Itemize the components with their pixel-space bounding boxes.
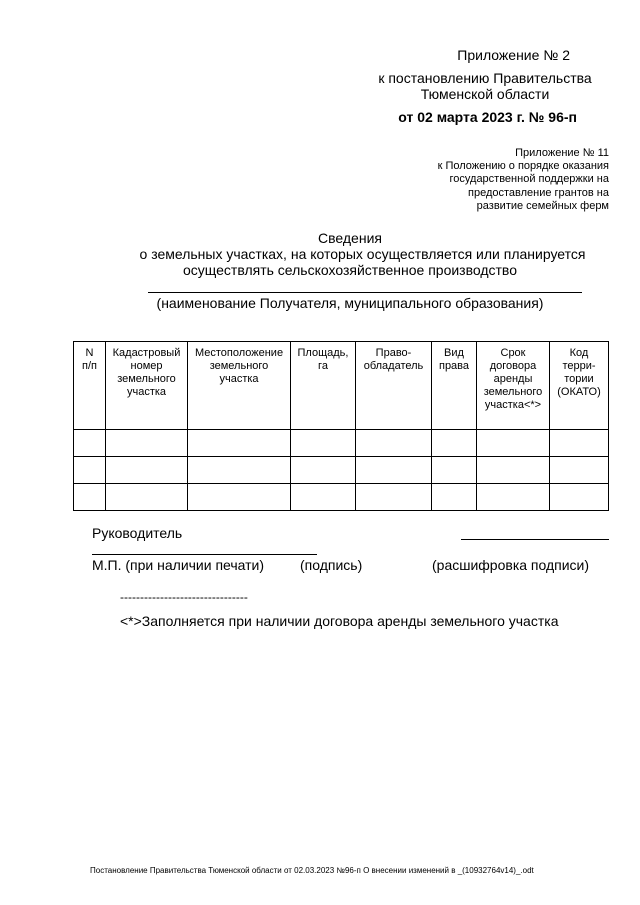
- table-cell[interactable]: [188, 430, 291, 457]
- table-cell[interactable]: [432, 484, 477, 511]
- sub-appendix-line1: к Положению о порядке оказания: [437, 160, 609, 172]
- decoding-signature-line: [461, 539, 609, 540]
- col-header-right-type: Вид права: [432, 342, 477, 430]
- table-cell[interactable]: [356, 430, 432, 457]
- sub-appendix-line2: государственной поддержки на: [449, 173, 609, 185]
- table-cell[interactable]: [291, 484, 356, 511]
- table-header-row: [74, 342, 609, 430]
- table-cell[interactable]: [432, 457, 477, 484]
- col-header-right-holder: Право- обладатель: [356, 342, 432, 430]
- sub-appendix-label: Приложение № 11: [515, 147, 609, 159]
- title-line1: о земельных участках, на которых осуществляется или планируется: [139, 246, 586, 262]
- sub-appendix-line4: развитие семейных ферм: [476, 200, 609, 212]
- recipient-caption: (наименование Получателя, муниципального образования): [156, 295, 544, 311]
- table-cell[interactable]: [291, 457, 356, 484]
- table-row: [74, 484, 609, 511]
- table-cell[interactable]: [106, 430, 188, 457]
- col-header-lease-term: Срок договора аренды земельного участка<*>: [477, 342, 550, 430]
- col-header-number: N п/п: [74, 342, 106, 430]
- resolution-date-number: от 02 марта 2023 г. № 96-п: [398, 109, 577, 125]
- footer-file-info: Постановление Правительства Тюменской области от 02.03.2023 №96-п О внесении изменений в _(10932764v14)_.odt: [90, 866, 534, 875]
- recipient-name-line: [148, 292, 582, 293]
- head-label: Руководитель: [92, 525, 183, 541]
- table-cell[interactable]: [188, 484, 291, 511]
- table-cell[interactable]: [106, 484, 188, 511]
- table-cell[interactable]: [356, 457, 432, 484]
- table-row: [74, 430, 609, 457]
- col-header-location: Местоположение земельного участка: [188, 342, 291, 430]
- document-title: Сведения: [318, 230, 382, 246]
- table-cell[interactable]: [550, 484, 609, 511]
- resolution-ref-line1: к постановлению Правительства: [378, 70, 592, 86]
- col-header-cadastral-number: Кадастровый номер земельного участка: [106, 342, 188, 430]
- table-cell[interactable]: [74, 430, 106, 457]
- table-row: [74, 457, 609, 484]
- table-cell[interactable]: [106, 457, 188, 484]
- table-cell[interactable]: [477, 484, 550, 511]
- appendix-label: Приложение № 2: [457, 47, 570, 63]
- table-cell[interactable]: [550, 430, 609, 457]
- table-cell[interactable]: [432, 430, 477, 457]
- table-cell[interactable]: [74, 457, 106, 484]
- table-cell[interactable]: [74, 484, 106, 511]
- sub-appendix-line3: предоставление грантов на: [468, 187, 609, 199]
- col-header-area: Площадь, га: [291, 342, 356, 430]
- table-cell[interactable]: [356, 484, 432, 511]
- stamp-signature-line: [92, 554, 317, 555]
- signature-caption: (подпись): [300, 557, 363, 573]
- table-cell[interactable]: [477, 430, 550, 457]
- table-cell[interactable]: [477, 457, 550, 484]
- decoding-caption: (расшифровка подписи): [432, 557, 590, 573]
- stamp-caption: М.П. (при наличии печати): [92, 557, 265, 573]
- footnote-separator: --------------------------------: [120, 590, 248, 604]
- table-cell[interactable]: [550, 457, 609, 484]
- col-header-okato-code: Код терри- тории (ОКАТО): [550, 342, 609, 430]
- footnote-text: <*>Заполняется при наличии договора аренды земельного участка: [120, 613, 559, 629]
- land-plots-table: [73, 341, 609, 511]
- table-cell[interactable]: [291, 430, 356, 457]
- title-line2: осуществлять сельскохозяйственное производство: [183, 262, 517, 278]
- table-cell[interactable]: [188, 457, 291, 484]
- resolution-ref-line2: Тюменской области: [420, 86, 550, 102]
